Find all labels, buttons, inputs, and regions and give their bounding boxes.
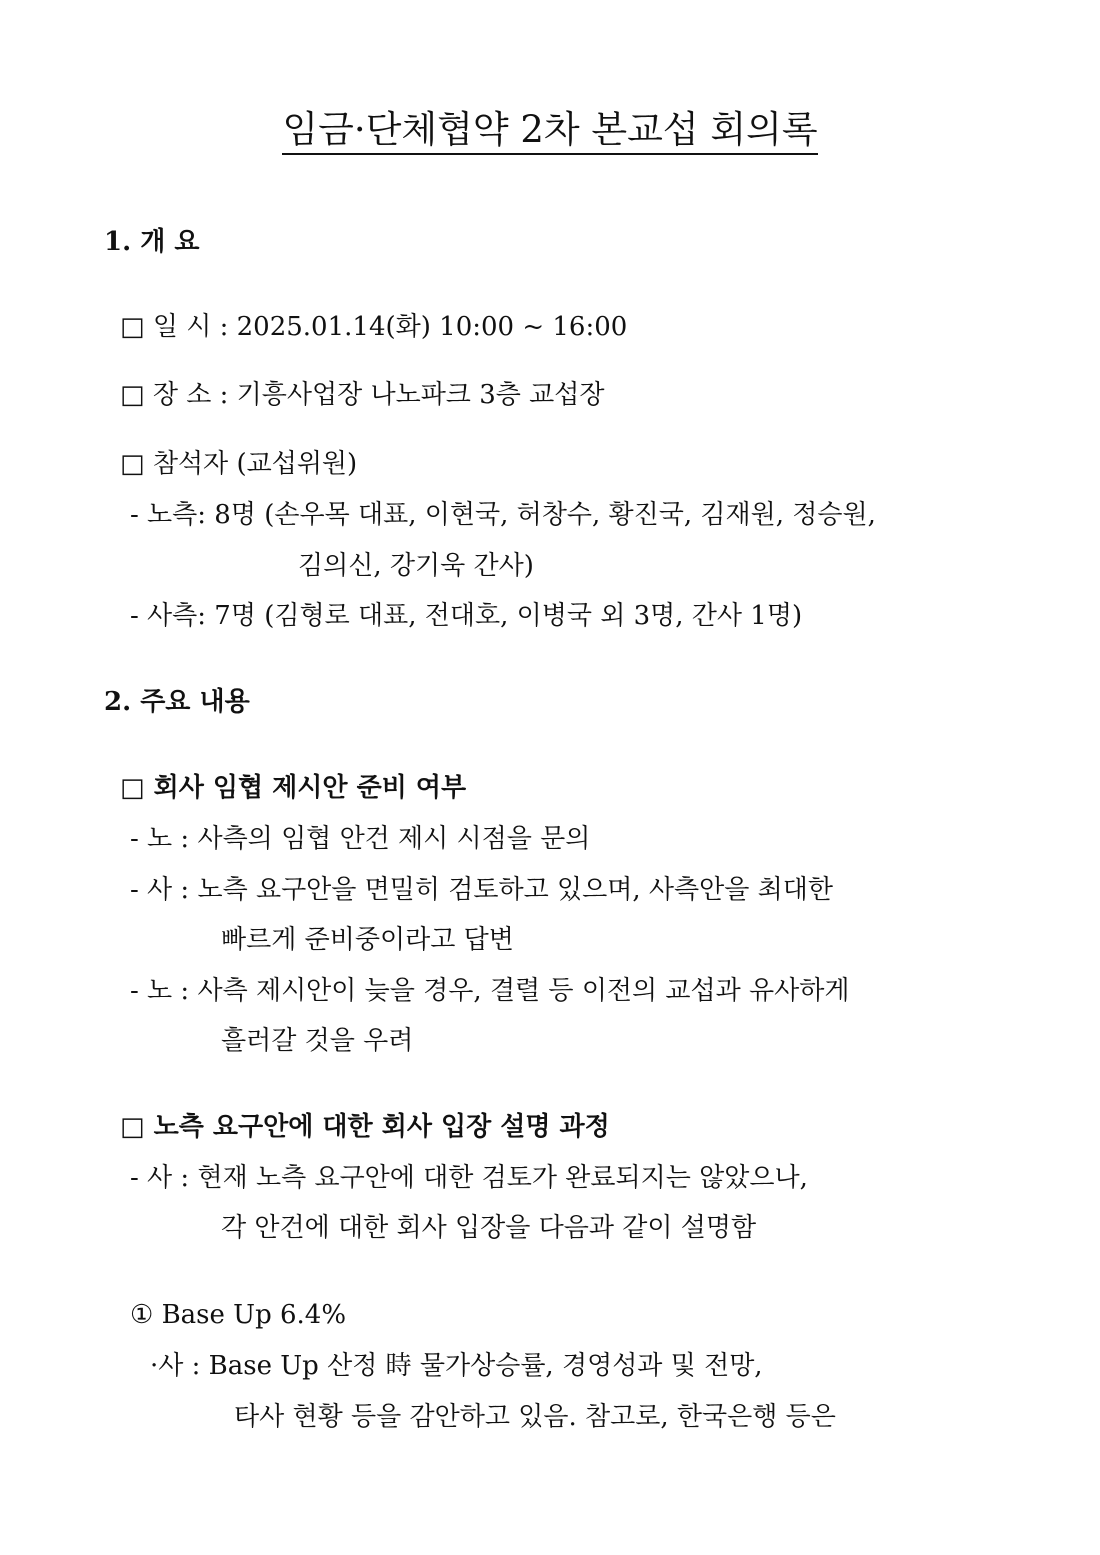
discussion-line-cont: 타사 현황 등을 감안하고 있음. 참고로, 한국은행 등은 [234, 1402, 836, 1432]
company-attendees-line: - 사측: 7명 (김형로 대표, 전대호, 이병국 외 3명, 간사 1명) [130, 601, 803, 631]
location-line: □ 장 소 : 기흥사업장 나노파크 3층 교섭장 [120, 380, 605, 410]
union-attendees-line-cont: 김의신, 강기욱 간사) [298, 551, 534, 581]
attendees-line: □ 참석자 (교섭위원) [120, 449, 358, 479]
discussion-line-cont: 각 안건에 대한 회사 입장을 다음과 같이 설명함 [221, 1213, 757, 1243]
section-heading-overview: 1. 개 요 [104, 227, 200, 257]
datetime-line: □ 일 시 : 2025.01.14(화) 10:00 ~ 16:00 [120, 312, 628, 342]
item-title-base-up: ① Base Up 6.4% [130, 1300, 347, 1330]
union-attendees-line: - 노측: 8명 (손우목 대표, 이현국, 허창수, 황진국, 김재원, 정승원, [130, 500, 876, 530]
discussion-line-cont: 빠르게 준비중이라고 답변 [221, 925, 514, 955]
discussion-line-cont: 흘러갈 것을 우려 [221, 1026, 414, 1056]
subsection-title-proposal: □ 회사 임협 제시안 준비 여부 [120, 773, 467, 803]
discussion-line: - 노 : 사측 제시안이 늦을 경우, 결렬 등 이전의 교섭과 유사하게 [130, 976, 850, 1006]
document-title-text: 임금·단체협약 2차 본교섭 회의록 [282, 108, 817, 155]
discussion-line: - 사 : 현재 노측 요구안에 대한 검토가 완료되지는 않았으나, [130, 1163, 808, 1193]
discussion-line: - 사 : 노측 요구안을 면밀히 검토하고 있으며, 사측안을 최대한 [130, 875, 833, 905]
discussion-line: - 노 : 사측의 임협 안건 제시 시점을 문의 [130, 824, 591, 854]
subsection-title-position: □ 노측 요구안에 대한 회사 입장 설명 과정 [120, 1112, 610, 1142]
document-title [0, 105, 1100, 155]
section-heading-main: 2. 주요 내용 [104, 687, 250, 717]
discussion-line: ·사 : Base Up 산정 時 물가상승률, 경영성과 및 전망, [150, 1351, 763, 1381]
